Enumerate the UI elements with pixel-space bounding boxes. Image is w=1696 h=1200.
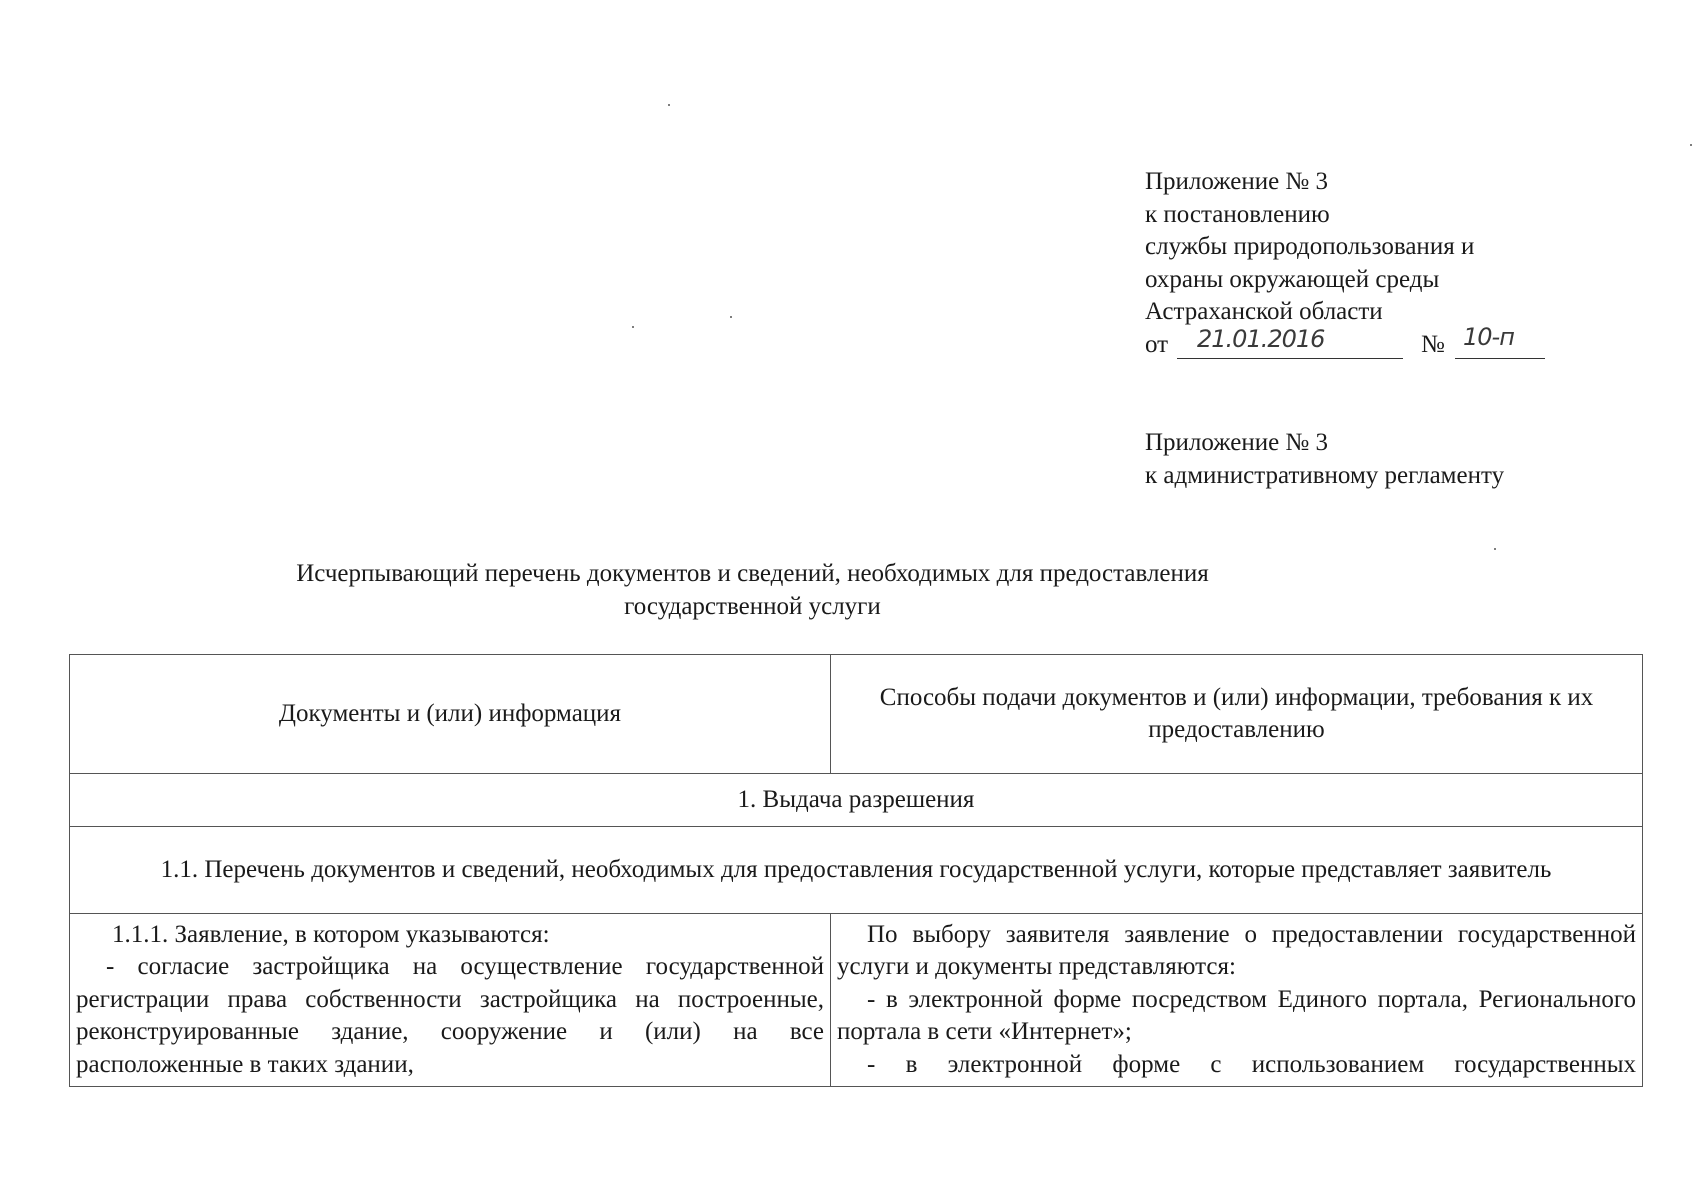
appendix-regulation-block	[1145, 427, 1504, 492]
appendix-service-name-cont: охраны окружающей среды	[1145, 265, 1440, 293]
appendix-service-name: службы природопользования и	[1145, 233, 1475, 260]
header-submission-methods: Способы подачи документов и (или) информации, требования к их предоставлению	[831, 655, 1643, 774]
table-header-row	[70, 655, 1643, 774]
handwritten-date: 21.01.2016	[1197, 324, 1325, 353]
scan-speck	[632, 326, 634, 328]
appendix-region: Астраханской области	[1145, 298, 1383, 325]
scan-speck	[668, 104, 670, 106]
application-item: 1.1.1. Заявление, в котором указываются:	[112, 920, 550, 948]
cell-documents	[70, 914, 831, 1087]
handwritten-number: 10-п	[1463, 322, 1514, 351]
scan-speck	[1690, 144, 1692, 146]
appendix-to-resolution: к постановлению	[1145, 200, 1330, 228]
title-line-1: Исчерпывающий перечень документов и сведений, необходимых для предоставления	[296, 560, 1209, 587]
cell-submission-methods	[831, 914, 1643, 1087]
document-title	[70, 557, 1575, 623]
table-section-row	[70, 774, 1643, 827]
subsection-applicant-documents: 1.1. Перечень документов и сведений, необходимых для предоставления государственной услуги, которые представляет заявитель	[70, 827, 1643, 914]
appendix-number: Приложение № 3	[1145, 168, 1329, 195]
submission-portal: - в электронной форме посредством Единого портала, Регионального портала в сети «Интернет»;	[837, 985, 1636, 1046]
header-documents: Документы и (или) информация	[70, 655, 831, 774]
page-cutoff	[0, 1098, 1696, 1200]
submission-intro: По выбору заявителя заявление о предоставлении государственной услуги и документы представляются:	[837, 920, 1636, 981]
appendix-to-regulation: к административному регламенту	[1145, 461, 1505, 489]
table-row	[70, 914, 1643, 1087]
submission-gov-systems: - в электронной форме с использованием государственных	[867, 1050, 1636, 1078]
number-label: №	[1421, 330, 1445, 358]
date-underline	[1177, 358, 1403, 359]
appendix-number: Приложение № 3	[1145, 429, 1329, 456]
appendix-resolution-block	[1145, 166, 1514, 361]
date-number-row	[1145, 322, 1514, 362]
number-underline	[1455, 358, 1545, 359]
title-line-2: государственной услуги	[624, 593, 881, 620]
from-label: от	[1145, 330, 1169, 358]
table-subsection-row	[70, 827, 1643, 914]
section-permit-issuance: 1. Выдача разрешения	[70, 774, 1643, 827]
scan-speck	[730, 316, 732, 318]
documents-table	[69, 654, 1643, 1087]
consent-item: - согласие застройщика на осуществление государственной регистрации права собственности застройщика на построенные, реконструированные здание, сооружение и (или) на все расположенные в таких здании,	[76, 953, 824, 1078]
scan-speck	[1494, 548, 1496, 550]
